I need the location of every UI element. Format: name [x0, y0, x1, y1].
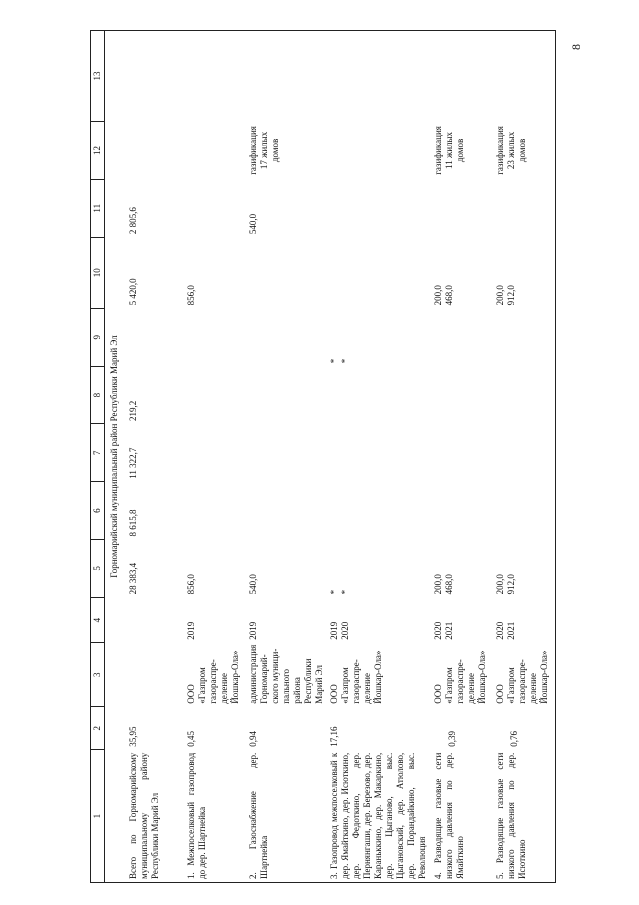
region-title-row [105, 31, 127, 883]
organization: ООО «Газпром газораспределение Йошкар-Ола» [329, 650, 383, 704]
total-length: 35,95 [128, 726, 138, 747]
c11-cell: 200,0 468,0 [433, 285, 454, 306]
years-cell: 2019 2020 [329, 621, 350, 640]
c6-cell: 856,0 [186, 574, 196, 595]
rotated-table-sheet [90, 30, 550, 883]
col-number: 6 [91, 482, 105, 540]
length-km: 0,39 [447, 730, 457, 747]
c12-cell: 540,0 [248, 213, 258, 235]
total-row [126, 31, 184, 883]
col-number: 11 [91, 179, 105, 237]
col-number: 10 [91, 237, 105, 308]
c11-cell: 200,0 912,0 [495, 285, 516, 306]
col-number: 12 [91, 122, 105, 180]
total-c12: 2 805,6 [128, 207, 138, 235]
c6-cell: * * [329, 589, 350, 595]
table-row [246, 31, 327, 883]
length-km: 0,45 [186, 730, 196, 747]
table-row [431, 31, 493, 883]
gasification-note: газификация 17 жилых домов [248, 126, 280, 175]
col-number: 3 [91, 643, 105, 707]
table-row [493, 31, 555, 883]
years-cell: 2019 [248, 621, 258, 640]
column-number-row [91, 31, 105, 883]
organization: ООО «Газпром газораспределение Йошкар-Ола» [433, 650, 487, 704]
organization: администрация Горномарийского муниципального района Республики Марий Эл [248, 644, 324, 704]
total-label: Всего по Горномарийскому муниципальному району Республики Марий Эл [128, 752, 160, 879]
table-row [184, 31, 246, 883]
gasification-note: газификация 23 жилых домов [495, 126, 527, 175]
object-name: 2. Газоснабжение дер. Шартнейка [248, 752, 269, 879]
c11-cell: 856,0 [186, 285, 196, 306]
total-c6: 28 383,4 [128, 562, 138, 595]
organization: ООО «Газпром газораспределение Йошкар-Ола» [495, 650, 549, 704]
total-c11: 5 420,0 [128, 278, 138, 306]
col-number: 9 [91, 308, 105, 366]
c6-cell: 200,0 468,0 [433, 574, 454, 595]
page-number: 8 [569, 44, 583, 50]
col-number: 7 [91, 424, 105, 482]
object-name: 5. Разводящие газовые сети низкого давления по дер. Исюткино [495, 752, 527, 879]
length-km: 17,16 [329, 726, 339, 747]
total-c9: 219,2 [128, 400, 138, 421]
col-number: 2 [91, 707, 105, 750]
col-number: 8 [91, 366, 105, 424]
c10-cell: * * [329, 358, 350, 364]
col-number: 5 [91, 540, 105, 598]
length-km: 0,94 [248, 730, 258, 747]
c6-cell: 200,0 912,0 [495, 574, 516, 595]
object-name: 1. Межпоселковый газопровод до дер. Шартнейка [186, 752, 207, 879]
object-name: 3. Газопровод межпоселковый к дер. Ямайткино, дер. Исюткино, дер. Федоткино, дер. Пернянгаши, дер. Березово, дер. Караньккино, дер. Макаркино, дер. Цыганово, выс. Цыгановский, дер. Атюлово, дер. Порандайкино, выс. Революция [329, 752, 427, 879]
total-c8: 11 322,7 [128, 447, 138, 479]
region-title: Горномарийский муниципальный район Республики Марий Эл [109, 335, 119, 578]
object-name: 4. Разводящие газовые сети низкого давления по дер. Ямайткино [433, 752, 465, 879]
table-row [327, 31, 431, 883]
col-number: 1 [91, 750, 105, 883]
years-cell: 2020 2021 [433, 621, 454, 640]
total-c7: 8 615,8 [128, 509, 138, 537]
program-table [90, 30, 556, 883]
years-cell: 2019 [186, 621, 196, 640]
col-number: 13 [91, 31, 105, 122]
organization: ООО «Газпром газораспределение Йошкар-Ола» [186, 650, 240, 704]
length-km: 0,76 [509, 730, 519, 747]
gasification-note: газификация 11 жилых домов [433, 126, 465, 175]
col-number: 4 [91, 597, 105, 642]
years-cell: 2020 2021 [495, 621, 516, 640]
c6-cell: 540,0 [248, 574, 258, 595]
